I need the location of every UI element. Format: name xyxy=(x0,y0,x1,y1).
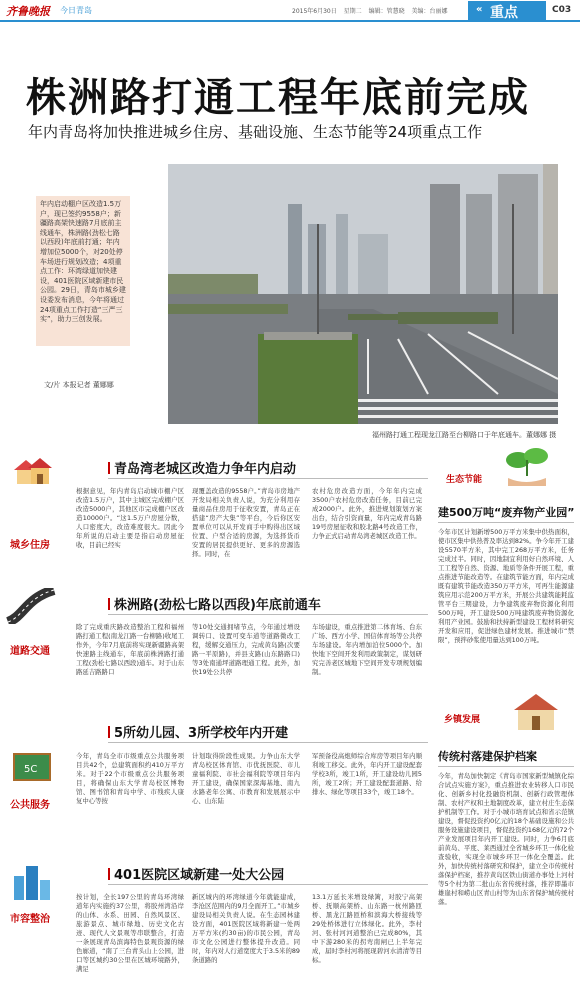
eco-box-title: 建500万吨“废弃物产业园” xyxy=(438,506,575,519)
section-name: 重点 xyxy=(490,5,518,21)
section-title-traffic: 株洲路(劲松七路以西段)年底前通车 xyxy=(108,594,321,613)
traffic-col-1: 除了完成重庆路改造整治工程和福州路打通工程(南龙江路一台柳路)收尾工作外，今年7月底前将实现新疆路高架快速路主线通车，年底前株洲路打通工程(劲松七路以西段)通车。对于山东路延吉路路口 xyxy=(76,623,184,676)
category-public-service: 公共服务 xyxy=(10,800,50,811)
svg-text:5C: 5C xyxy=(24,764,38,775)
section-badge xyxy=(468,1,546,21)
traffic-col-2: 等10处交通拥堵节点，今年通过增设调转口、设置可变车道等道路微改工程，缓解交通压力，完成黄岛路(次要路一平原路)，并县支路(山东路路口)等3处南通坪道路理通工程。此外，加快19处公共停 xyxy=(192,623,300,676)
village-house-icon xyxy=(510,690,562,734)
photo-caption: 福州路打通工程现龙江路至台柳路口于年底通车。董娜娜 摄 xyxy=(372,431,557,439)
road-icon xyxy=(6,588,56,624)
plant-hand-icon xyxy=(502,442,552,492)
public-col-3: 军预备役高炮师综合库房等项目年内顺利竣工移交。此外，年内开工建设配套学校3所，竣工1所，开工建设幼儿园5所，竣工2所；开工建设配套道路、给排水、绿化等项目33个，竣工18个。 xyxy=(312,752,422,796)
editor-credit: 编辑：管慧晓 xyxy=(368,8,405,15)
page-number: C03 xyxy=(552,5,572,15)
traffic-col-3: 车场建设，重点推进第二体育场、台东广场、西方小学、国信体育场等公共停车场建设。年内增加泊位5000个。加快地下空间开发利用政策制定，谋划研究完善老区城地下空间开发专项规划编制。 xyxy=(312,623,422,676)
city-col-1: 按计划，全长197公里的青岛环湾绿道年内实施约37公里，将胶州湾沿岸的山体、水系、田园、自然风景区、旅游景点、城市绿地、历史文化古迹、现代人文景观等串联整合，打造一条展现青岛滨海特色景观资源的绿色廊道，“南了三台青头山上公园，进口等区城约30公里在区城环境路外，满足 xyxy=(76,893,184,973)
section-divider xyxy=(108,884,428,885)
issue-meta xyxy=(292,6,453,15)
rural-box-title: 传统村落建保护档案 xyxy=(438,750,537,763)
section-title-housing: 青岛湾老城区改造力争年内启动 xyxy=(108,458,296,477)
lead-text: 年内启动棚户区改造1.5万户，现已签约9558户；新疆路高架快速路7月底前主线通车，株洲路(劲松七路以西段)年底前打通；年内增加位5000个，对20处停车场进行规划改造；4项重点工作：环湾绿道加快建设，401医院区域新建市民公园。29日，青岛市城乡建设委发布消息，今年将通过24项重点工作打造“三严三实”，助力三创发展。 xyxy=(40,200,126,324)
section-divider xyxy=(108,614,428,615)
designer-credit: 美编：台丽娜 xyxy=(411,8,448,15)
school-board-icon xyxy=(12,750,52,786)
page-header xyxy=(0,0,580,22)
housing-col-3: 农村危房改造方面，今年年内完成3500户农村危房改造任务，目前已完成2000户。此外，推进规划策划方案出台，结合引资商量，年内完成青岛路19号房屋征收和胶北路4号改造工作，力争正式启动青岛湾老城区改造工作。 xyxy=(312,487,422,540)
author-byline: 文/片 本报记者 董娜娜 xyxy=(44,381,114,389)
issue-weekday: 星期二 xyxy=(343,8,362,15)
category-traffic: 道路交通 xyxy=(10,646,50,657)
housing-col-2: 现覆盖改造的9558户。”青岛市房地产开发局相关负责人说，为充分利用存量商品住房用于征收安置，青岛正在搭建“房产大集”等平台，今后你区安置单位可以从开发商手中购得出区域位置、户型合适的房源，为选择货币安置的居民提供更好、更多的房源选择。同时，在 xyxy=(192,487,300,558)
category-rural: 乡镇发展 xyxy=(444,715,481,725)
section-divider xyxy=(108,742,428,743)
lead-summary-box xyxy=(36,196,130,346)
category-housing: 城乡住房 xyxy=(10,540,50,551)
housing-col-1: 根据意见，年内青岛启动城市棚户区改造1.5万户，其中主城区完成棚户区改造5000户，其他区市完成棚户区改造10000户。“这1.5万户房屋分数，人口密度大，改造难度很大。因此今年所说的启动主要是指启动房屋征收，目前已经实 xyxy=(76,487,184,549)
city-buildings-icon xyxy=(12,862,52,902)
edition-label: 今日青岛 xyxy=(60,6,92,15)
section-title-public-service: 5所幼儿园、3所学校年内开建 xyxy=(108,722,288,741)
section-divider xyxy=(438,766,574,767)
street-photo xyxy=(168,164,558,424)
public-col-1: 今年，青岛全市市级重点公共服务项目共42个，总建筑面积约410万平方米。对于22个市级重点公共服务项目，将确保山东大学青岛校区博物馆、图书馆和青岛中学、市残疾人康复中心等按 xyxy=(76,752,184,805)
public-col-2: 计划取得阶段性成果。力争山东大学青岛校区体育馆、市优抚医院、市儿童福利院、市社会福利院等项目年内开工建设，确保国家深海基地、南九水路老年公寓、市教育和发展展示中心、山东陆 xyxy=(192,752,300,805)
double-chevron-icon: « xyxy=(476,4,483,15)
sub-headline: 年内青岛将加快推进城乡住房、基础设施、生态节能等24项重点工作 xyxy=(28,123,483,141)
issue-date: 2015年6月30日 xyxy=(292,8,337,15)
section-title-city: 401医院区域新建一处大公园 xyxy=(108,864,284,883)
section-divider xyxy=(108,478,428,479)
category-eco: 生态节能 xyxy=(446,475,483,485)
eco-box-text: 今年市区计划新增500万平方米集中供热面积，使市区集中供热普及率达到82%。争今年开工建设5570平方米，其中完工268万平方米，任务完成过半。同时，因地制宜利用好自然环境、人工工程等自然、资源、地质等条件开展工程，重点推进节能改造等。在建筑节能方面，年内完成既有建筑节能改造350万平方米，可再生能源建筑应用示范200万平方米，开展公共建筑能耗监管平台三期建设，力争建筑废弃物资源化利用500万吨，开工建设500万吨建筑废弃物资源化利用产业园。鼓励和扶持新型建设工程材料研究开发和应用，促进绿色建材发展。推进城市“禁限”，预拌砂浆使用量达到100万吨。 xyxy=(438,528,574,644)
rural-box-text: 今年，青岛加快制定《青岛市国家新型城镇化综合试点实施方案》，重点推进农业转移人口市民化、创新乡村化投融资机制、创新行政管理体制、农村产权和土地制度改革，建立村庄生态保护机制等工作。对于小城市培育试点和省示范镇建设，督促投资约0亿元的18个基础设施和公共服务设施建设项目，督促投资约168亿元的72个产业发展项目年内开工建设。同时，力争6月底前黄岛、平度、莱西通过全省城乡环卫一体化检查验收，实现全市城乡环卫一体化全覆盖。此外，加快传统村落研究和保护，建立全市传统村落保护档案，推荐黄岛区铁山街道办事处上河村等5个村为第二批山东省传统村落，推荐即墨市雄崖村和崂山区青山村等为山东省保护城传统村落。 xyxy=(438,772,574,906)
section-divider xyxy=(438,522,574,523)
newspaper-logo: 齐鲁晚报 xyxy=(6,5,50,18)
category-city-appearance: 市容整治 xyxy=(10,914,50,925)
city-col-3: 13.1万延长米增设绿篱，对胶宁高架桥、抚顺高架桥、山东路一杭州路匝桥、黑龙江路匝桥和滨海大桥接线等29处桥体进行立体绿化。此外，李村河、张村河河道整治已完成80%，其中下游280米的拐弯南闸已上半年完成，届时李村河将展现碧河水清清等目标。 xyxy=(312,893,422,964)
houses-icon xyxy=(12,454,52,490)
main-headline: 株洲路打通工程年底前完成 xyxy=(26,75,530,121)
city-col-2: 新区城内的环湾绿道今年就能建成，李沧区范围内的9月全面开工。”市城乡建设局相关负责人说。在生态园林建设方面，401医院区域将新建一处两万平方米(约30亩)的市民公园，青岛市文化公园进行整体提升改造。同时，年内对人行道宽度大于3.5米的89条道路的 xyxy=(192,893,300,964)
road-scene-image xyxy=(168,164,558,424)
